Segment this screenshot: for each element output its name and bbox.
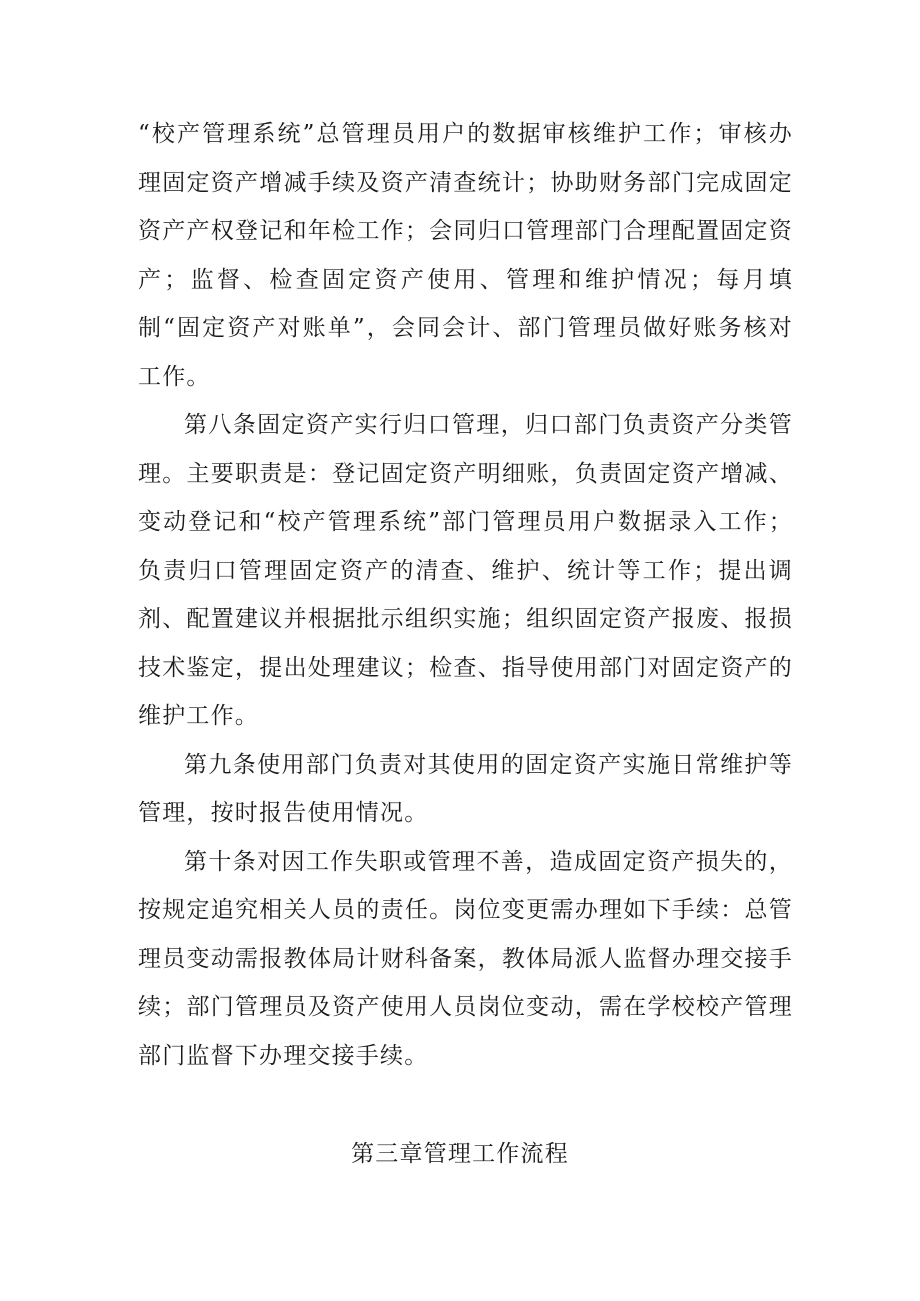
paragraph-continued-duties: “校产管理系统”总管理员用户的数据审核维护工作；审核办理固定资产增减手续及资产清查统计；协助财务部门完成固定资产产权登记和年检工作；会同归口管理部门合理配置固定资产；监督、检查固定资产使用、管理和维护情况；每月填制“固定资产对账单”，会同会计、部门管理员做好账务核对工作。 xyxy=(138,121,793,390)
document-body xyxy=(138,110,793,1080)
paragraph-article-10: 第十条对因工作失职或管理不善，造成固定资产损失的，按规定追究相关人员的责任。岗位变更需办理如下手续：总管理员变动需报教体局计财科备案，教体局派人监督办理交接手续；部门管理员及资产使用人员岗位变动，需在学校校产管理部门监督下办理交接手续。 xyxy=(138,848,793,1069)
paragraph-article-8: 第八条固定资产实行归口管理，归口部门负责资产分类管理。主要职责是：登记固定资产明细账，负责固定资产增减、变动登记和“校产管理系统”部门管理员用户数据录入工作；负责归口管理固定资产的清查、维护、统计等工作；提出调剂、配置建议并根据批示组织实施；组织固定资产报废、报损技术鉴定，提出处理建议；检查、指导使用部门对固定资产的维护工作。 xyxy=(138,412,793,729)
paragraph-article-9: 第九条使用部门负责对其使用的固定资产实施日常维护等管理，按时报告使用情况。 xyxy=(138,751,793,826)
chapter-heading: 第三章管理工作流程 xyxy=(351,1141,569,1167)
